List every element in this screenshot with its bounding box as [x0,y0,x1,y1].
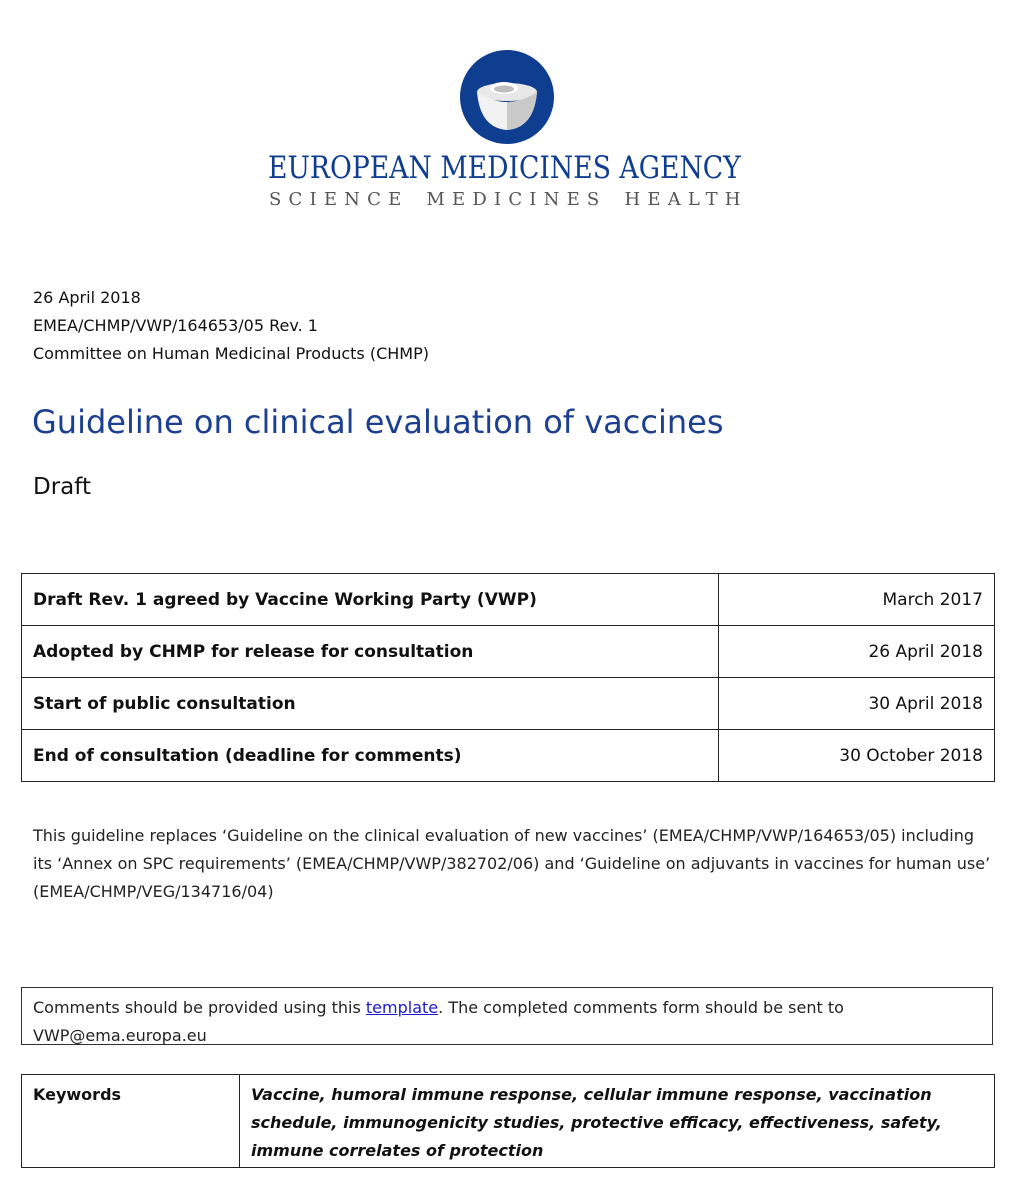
comments-suffix: . The completed comments form should be sent to VWP@ema.europa.eu [33,998,844,1045]
keywords-label: Keywords [22,1075,240,1168]
comments-notice [21,987,993,1045]
replaces-notice: This guideline replaces ‘Guideline on the clinical evaluation of new vaccines’ (EMEA/CHMP/VWP/164653/05) including its ‘Annex on SPC requirements’ (EMEA/CHMP/VWP/382702/06) and ‘Guideline on adjuvants in vaccines for human use’ (EMEA/CHMP/VEG/134716/04) [33,826,991,901]
template-link[interactable]: template [365,998,439,1017]
comments-prefix: Comments should be provided using this [33,998,366,1017]
timeline-date: 30 April 2018 [719,678,995,730]
ema-logo-icon [460,50,554,144]
timeline-table [21,573,995,782]
timeline-date: March 2017 [719,574,995,626]
timeline-label: Adopted by CHMP for release for consultation [22,626,719,678]
table-row [22,1075,995,1168]
timeline-label: Draft Rev. 1 agreed by Vaccine Working Party (VWP) [22,574,719,626]
timeline-label: Start of public consultation [22,678,719,730]
tagline-science: SCIENCE [269,189,409,210]
table-row [22,730,995,782]
document-status: Draft [33,474,91,500]
agency-tagline [269,189,748,210]
timeline-label: End of consultation (deadline for comments) [22,730,719,782]
document-reference: EMEA/CHMP/VWP/164653/05 Rev. 1 [33,316,318,335]
timeline-date: 30 October 2018 [719,730,995,782]
tagline-health: HEALTH [624,189,748,210]
table-row [22,678,995,730]
keywords-values: Vaccine, humoral immune response, cellular immune response, vaccination schedule, immunogenicity studies, protective efficacy, effectiveness, safety, immune correlates of protection [240,1075,995,1168]
committee-name: Committee on Human Medicinal Products (CHMP) [33,344,429,363]
table-row [22,626,995,678]
page-title: Guideline on clinical evaluation of vaccines [32,403,724,441]
document-date: 26 April 2018 [33,288,141,307]
table-row [22,574,995,626]
timeline-date: 26 April 2018 [719,626,995,678]
tagline-medicines: MEDICINES [426,189,607,210]
keywords-table [21,1074,995,1168]
agency-name: EUROPEAN MEDICINES AGENCY [268,150,741,186]
